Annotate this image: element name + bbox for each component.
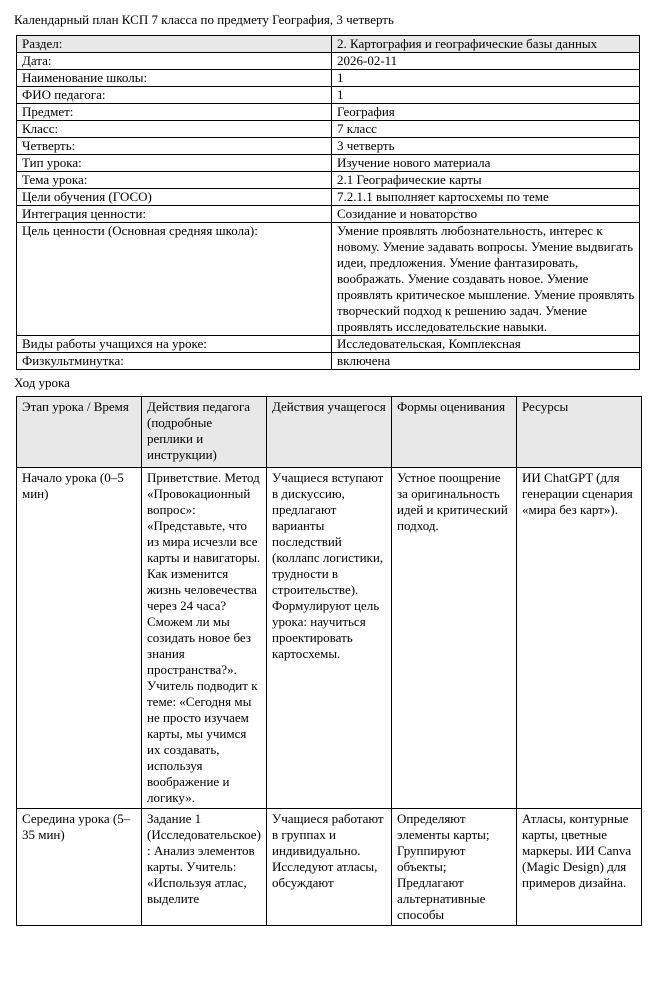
info-row xyxy=(17,121,640,138)
lesson-info-table xyxy=(16,35,640,370)
info-value: Изучение нового материала xyxy=(332,155,640,172)
info-row xyxy=(17,36,640,53)
info-label: ФИО педагога: xyxy=(17,87,332,104)
info-label: Тип урока: xyxy=(17,155,332,172)
info-row xyxy=(17,353,640,370)
info-row xyxy=(17,155,640,172)
info-label: Класс: xyxy=(17,121,332,138)
plan-header-row xyxy=(17,397,642,468)
info-label: Предмет: xyxy=(17,104,332,121)
plan-cell-stage: Середина урока (5–35 мин) xyxy=(17,809,142,926)
info-row xyxy=(17,223,640,336)
info-row xyxy=(17,138,640,155)
info-label: Наименование школы: xyxy=(17,70,332,87)
lesson-plan-table xyxy=(16,396,642,926)
plan-cell-assessment: Определяют элементы карты; Группируют объекты; Предлагают альтернативные способы xyxy=(392,809,517,926)
info-value: Исследовательская, Комплексная xyxy=(332,336,640,353)
info-label: Цель ценности (Основная средняя школа): xyxy=(17,223,332,336)
plan-cell-teacher: Приветствие. Метод «Провокационный вопрос»: «Представьте, что из мира исчезли все карты и навигаторы. Как изменится жизнь человечества через 24 часа? Сможем ли мы созидать новое без знания пространства?». Учитель подводит к теме: «Сегодня мы не просто изучаем карты, мы учимся их создавать, используя воображение и логику». xyxy=(142,468,267,809)
info-row xyxy=(17,336,640,353)
info-value: 2. Картография и географические базы данных xyxy=(332,36,640,53)
info-value: 3 четверть xyxy=(332,138,640,155)
info-value: География xyxy=(332,104,640,121)
plan-cell-student: Учащиеся вступают в дискуссию, предлагают варианты последствий (коллапс логистики, трудности в строительстве). Формулируют цель урока: научиться проектировать картосхемы. xyxy=(267,468,392,809)
info-value: 2026-02-11 xyxy=(332,53,640,70)
info-value: 7.2.1.1 выполняет картосхемы по теме xyxy=(332,189,640,206)
plan-header-teacher: Действия педагога (подробные реплики и инструкции) xyxy=(142,397,267,468)
document-title: Календарный план КСП 7 класса по предмету География, 3 четверть xyxy=(14,12,394,27)
info-row xyxy=(17,53,640,70)
info-value: 1 xyxy=(332,70,640,87)
info-label: Виды работы учащихся на уроке: xyxy=(17,336,332,353)
plan-cell-assessment: Устное поощрение за оригинальность идей и критический подход. xyxy=(392,468,517,809)
info-row xyxy=(17,70,640,87)
plan-cell-student: Учащиеся работают в группах и индивидуально. Исследуют атласы, обсуждают xyxy=(267,809,392,926)
plan-row xyxy=(17,809,642,926)
info-row xyxy=(17,104,640,121)
plan-header-stage: Этап урока / Время xyxy=(17,397,142,468)
info-label: Физкультминутка: xyxy=(17,353,332,370)
info-value: включена xyxy=(332,353,640,370)
info-label: Тема урока: xyxy=(17,172,332,189)
plan-cell-resources: ИИ ChatGPT (для генерации сценария «мира без карт»). xyxy=(517,468,642,809)
info-value: Умение проявлять любознательность, интерес к новому. Умение задавать вопросы. Умение выдвигать идеи, предложения. Умение фантазировать, воображать. Умение создавать новое. Умение проявлять критическое мышление. Умение проявлять творческий подход к решению задач. Умение проявлять исследовательские навыки. xyxy=(332,223,640,336)
plan-cell-stage: Начало урока (0–5 мин) xyxy=(17,468,142,809)
info-value: 7 класс xyxy=(332,121,640,138)
info-value: 1 xyxy=(332,87,640,104)
info-label: Дата: xyxy=(17,53,332,70)
plan-cell-teacher: Задание 1 (Исследовательское): Анализ элементов карты. Учитель: «Используя атлас, выделите xyxy=(142,809,267,926)
plan-row xyxy=(17,468,642,809)
info-value: Созидание и новаторство xyxy=(332,206,640,223)
info-row xyxy=(17,172,640,189)
info-row xyxy=(17,189,640,206)
info-label: Интеграция ценности: xyxy=(17,206,332,223)
plan-header-assessment: Формы оценивания xyxy=(392,397,517,468)
info-row xyxy=(17,87,640,104)
info-row xyxy=(17,206,640,223)
info-label: Раздел: xyxy=(17,36,332,53)
info-label: Четверть: xyxy=(17,138,332,155)
plan-cell-resources: Атласы, контурные карты, цветные маркеры. ИИ Canva (Magic Design) для примеров дизайна. xyxy=(517,809,642,926)
lesson-plan-caption: Ход урока xyxy=(14,375,70,390)
info-label: Цели обучения (ГОСО) xyxy=(17,189,332,206)
info-value: 2.1 Географические карты xyxy=(332,172,640,189)
plan-header-student: Действия учащегося xyxy=(267,397,392,468)
plan-header-resources: Ресурсы xyxy=(517,397,642,468)
